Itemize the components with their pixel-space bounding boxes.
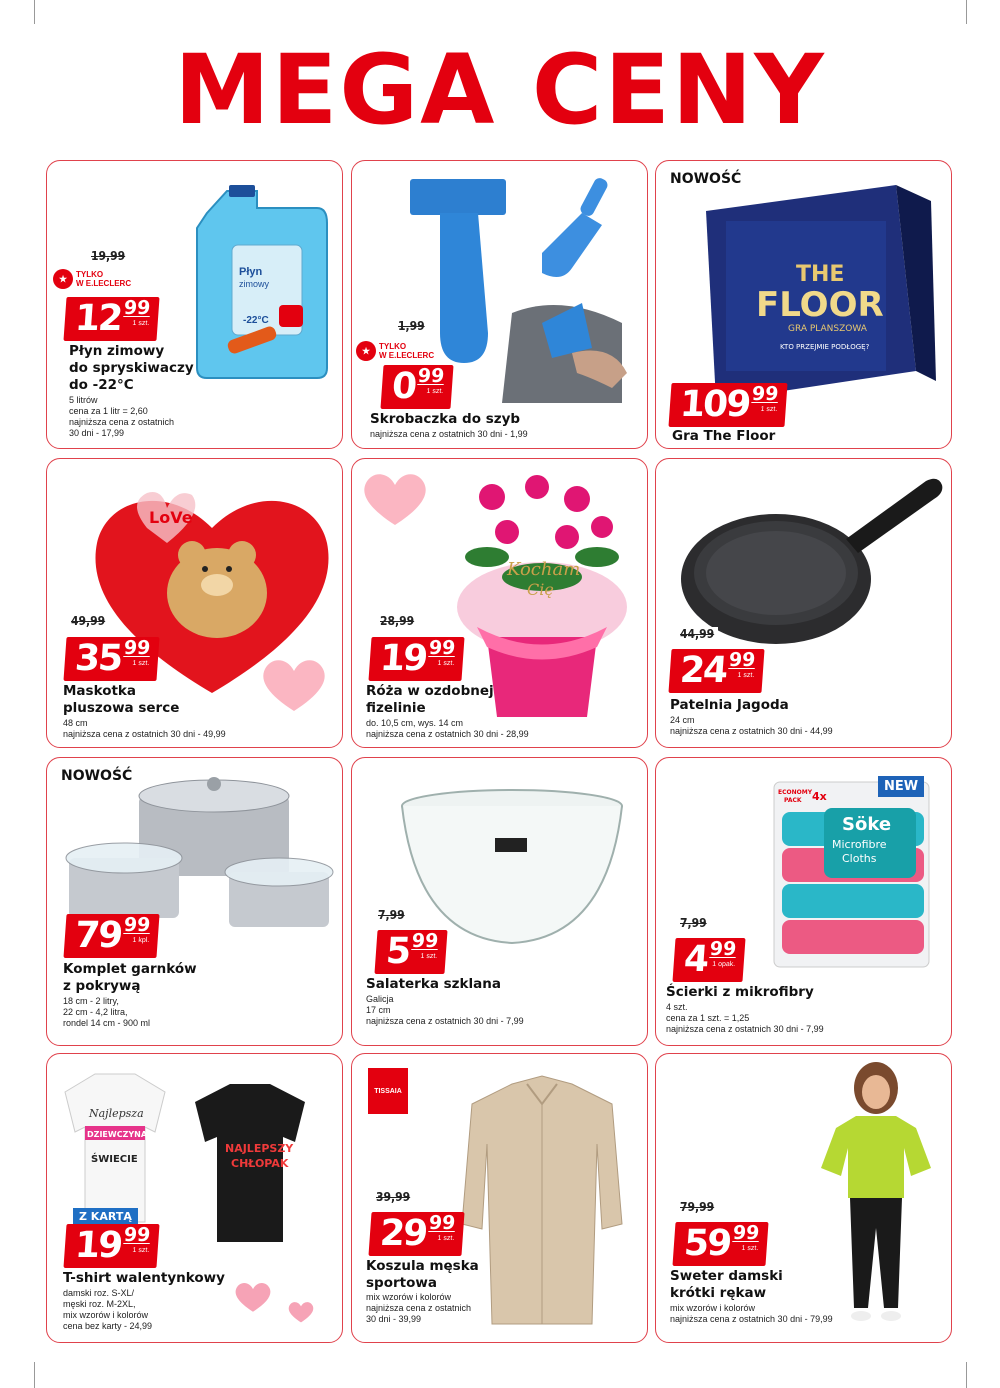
product-tile-ice-scraper[interactable]	[351, 160, 648, 449]
product-description: 4 szt. cena za 1 szt. = 1,25 najniższa cena z ostatnich 30 dni - 7,99	[666, 1002, 824, 1034]
box-subtitle: GRA PLANSZOWA	[788, 324, 867, 334]
product-tile-frying-pan[interactable]	[655, 458, 952, 748]
product-tile-sweater[interactable]	[655, 1053, 952, 1343]
seal-icon: ★	[356, 341, 376, 361]
old-price: 7,99	[676, 916, 711, 930]
product-name: Salaterka szklana	[366, 976, 501, 992]
pack-text: Cloths	[842, 852, 877, 865]
product-description: 18 cm - 2 litry, 22 cm - 4,2 litra, rondel 14 cm - 900 ml	[63, 996, 151, 1028]
new-badge: NEW	[878, 776, 924, 797]
price-tag: 19 99 1 szt.	[63, 1224, 159, 1268]
mens-shirt-image	[452, 1074, 632, 1334]
old-price: 39,99	[372, 1190, 414, 1204]
glass-bowl-image	[397, 788, 627, 948]
pack-economy: PACK	[784, 797, 802, 804]
exclusive-badge: ★ TYLKO W E.LECLERC	[356, 341, 434, 361]
crop-mark	[966, 1362, 967, 1388]
frying-pan-image	[676, 469, 946, 649]
crop-mark	[34, 0, 35, 24]
product-tile-washer-fluid[interactable]	[46, 160, 343, 449]
price-tag: 109 99 1 szt.	[668, 383, 787, 427]
jug-label-line: zimowy	[239, 279, 270, 289]
topper-text: Cię	[527, 580, 554, 599]
price-tag: 19 99 1 szt.	[368, 637, 464, 681]
jug-label-line: Płyn	[239, 266, 263, 278]
price-tag: 0 99 1 szt.	[380, 365, 453, 409]
product-description: najniższa cena z ostatnich 30 dni - 1,99	[370, 429, 528, 439]
product-tile-board-game[interactable]	[655, 160, 952, 449]
product-description: do. 10,5 cm, wys. 14 cm najniższa cena z ostatnich 30 dni - 28,99	[366, 718, 529, 739]
product-name: Komplet garnków z pokrywą	[63, 961, 197, 994]
price-tag: 4 99 1 opak.	[672, 938, 745, 982]
board-game-box-image	[696, 181, 936, 411]
product-description: 48 cm najniższa cena z ostatnich 30 dni - 49,99	[63, 718, 226, 739]
price-tag: 79 99 1 kpl.	[63, 914, 159, 958]
product-name: Gra The Floor	[672, 428, 776, 444]
product-name: Płyn zimowy do spryskiwaczy do -22°C	[69, 343, 194, 393]
box-title-line: THE	[796, 262, 845, 287]
microfibre-pack-image	[764, 772, 939, 972]
product-description: mix wzorów i kolorów najniższa cena z ostatnich 30 dni - 39,99	[366, 1292, 472, 1324]
white-shirt-text: ŚWIECIE	[91, 1154, 138, 1165]
old-price: 44,99	[676, 627, 718, 641]
product-name: Skrobaczka do szyb	[370, 411, 521, 427]
old-price: 1,99	[394, 319, 429, 333]
product-name: Koszula męska sportowa	[366, 1258, 479, 1291]
seal-icon: ★	[53, 269, 73, 289]
price-tag: 59 99 1 szt.	[672, 1222, 768, 1266]
page-title: MEGA CENY	[174, 34, 826, 146]
topper-text: Kocham	[507, 559, 581, 580]
product-name: Róża w ozdobnej fizelinie	[366, 683, 494, 716]
pack-text: Microfibre	[832, 838, 887, 851]
product-tile-cookware-set[interactable]	[46, 757, 343, 1046]
product-name: Patelnia Jagoda	[670, 697, 789, 713]
product-description: Galicja 17 cm najniższa cena z ostatnich 30 dni - 7,99	[366, 994, 524, 1026]
heart-text: LoVe	[149, 508, 193, 527]
product-name: Maskotka pluszowa serce	[63, 683, 180, 716]
product-tile-plush-heart[interactable]	[46, 458, 343, 748]
old-price: 49,99	[67, 614, 109, 628]
heart-decoration-icon	[287, 1300, 315, 1324]
heart-decoration-icon	[233, 1280, 273, 1314]
washer-fluid-jug-image	[187, 183, 337, 383]
price-tag: 12 99 1 szt.	[63, 297, 159, 341]
crop-mark	[966, 0, 967, 24]
product-tile-glass-bowl[interactable]	[351, 757, 648, 1046]
loyalty-card-label: Z KARTĄ	[73, 1208, 138, 1225]
new-tag: NOWOŚĆ	[670, 171, 742, 187]
product-tile-shirt[interactable]	[351, 1053, 648, 1343]
box-tagline: KTO PRZEJMIE PODŁOGĘ?	[780, 343, 870, 351]
brand-logo: TISSAIA	[368, 1068, 408, 1114]
old-price: 19,99	[87, 249, 129, 263]
white-shirt-text: Najlepsza	[89, 1107, 144, 1120]
product-description: 5 litrów cena za 1 litr = 2,60 najniższa cena z ostatnich 30 dni - 17,99	[69, 395, 175, 438]
pack-economy: 4x	[812, 790, 827, 803]
exclusive-badge: ★ TYLKO W E.LECLERC	[53, 269, 131, 289]
woman-sweater-image	[806, 1058, 946, 1338]
product-description: 24 cm najniższa cena z ostatnich 30 dni - 44,99	[670, 715, 833, 736]
heart-decoration-icon	[259, 655, 329, 715]
white-shirt-text: DZIEWCZYNA	[87, 1130, 148, 1139]
heart-decoration-icon	[360, 469, 430, 529]
price-tag: 5 99 1 szt.	[374, 930, 447, 974]
price-tag: 29 99 1 szt.	[368, 1212, 464, 1256]
old-price: 79,99	[676, 1200, 718, 1214]
product-description: mix wzorów i kolorów najniższa cena z ostatnich 30 dni - 79,99	[670, 1303, 833, 1324]
product-tile-microfibre-cloths[interactable]	[655, 757, 952, 1046]
product-tile-tshirt[interactable]	[46, 1053, 343, 1343]
product-description: damski roz. S-XL/ męski roz. M-2XL, mix wzorów i kolorów cena bez karty - 24,99	[63, 1288, 153, 1331]
new-tag: NOWOŚĆ	[61, 768, 133, 784]
old-price: 7,99	[374, 908, 409, 922]
black-shirt-text: CHŁOPAK	[231, 1157, 289, 1170]
product-name: Ścierki z mikrofibry	[666, 984, 814, 1000]
price-tag: 35 99 1 szt.	[63, 637, 159, 681]
jug-label-line: -22°C	[243, 315, 269, 326]
product-tile-rose[interactable]	[351, 458, 648, 748]
crop-mark	[34, 1362, 35, 1388]
product-name: Sweter damski krótki rękaw	[670, 1268, 783, 1301]
box-title-line: FLOOR	[756, 285, 884, 325]
old-price: 28,99	[376, 614, 418, 628]
pack-brand: Söke	[842, 814, 892, 835]
black-shirt-text: NAJLEPSZY	[225, 1142, 294, 1155]
pack-economy: ECONOMY	[778, 789, 813, 796]
price-tag: 24 99 1 szt.	[668, 649, 764, 693]
product-name: T-shirt walentynkowy	[63, 1270, 225, 1286]
